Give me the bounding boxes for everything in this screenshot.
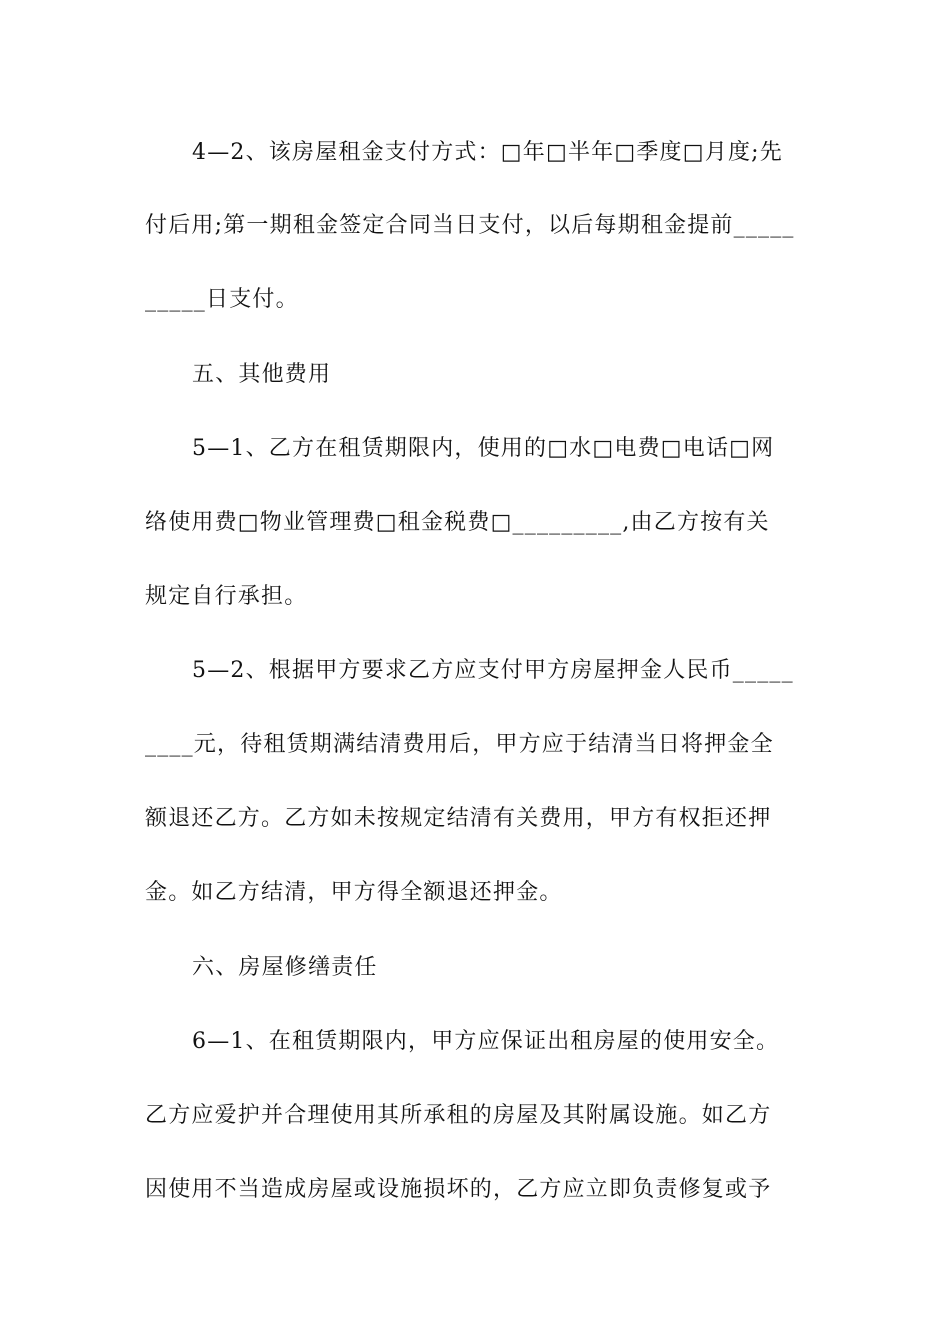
clause-5-2-line-4: 金。如乙方结清，甲方得全额退还押金。 <box>145 880 563 905</box>
clause-5-1-line-2: 络使用费□物业管理费□租金税费□_________,由乙方按有关 <box>145 510 770 535</box>
clause-5-2-line-1: 5—2、根据甲方要求乙方应支付甲方房屋押金人民币_____ <box>192 658 794 683</box>
clause-4-2-line-1: 4—2、该房屋租金支付方式：□年□半年□季度□月度;先 <box>192 140 783 165</box>
clause-6-1-line-2: 乙方应爱护并合理使用其所承租的房屋及其附属设施。如乙方 <box>145 1103 772 1128</box>
clause-6-1-line-1: 6—1、在租赁期限内，甲方应保证出租房屋的使用安全。 <box>192 1029 780 1054</box>
section-6-heading: 六、房屋修缮责任 <box>192 955 378 980</box>
clause-5-2-line-3: 额退还乙方。乙方如未按规定结清有关费用，甲方有权拒还押 <box>145 806 772 831</box>
clause-4-2-line-3: _____日支付。 <box>145 287 299 312</box>
clause-5-2-line-2: ____元，待租赁期满结清费用后，甲方应于结清当日将押金全 <box>145 732 774 757</box>
clause-6-1-line-3: 因使用不当造成房屋或设施损坏的，乙方应立即负责修复或予 <box>145 1177 772 1202</box>
clause-4-2-line-2: 付后用;第一期租金签定合同当日支付，以后每期租金提前_____ <box>145 213 795 238</box>
clause-5-1-line-3: 规定自行承担。 <box>145 584 308 609</box>
section-5-heading: 五、其他费用 <box>192 362 332 387</box>
clause-5-1-line-1: 5—1、乙方在租赁期限内，使用的□水□电费□电话□网 <box>192 436 775 461</box>
